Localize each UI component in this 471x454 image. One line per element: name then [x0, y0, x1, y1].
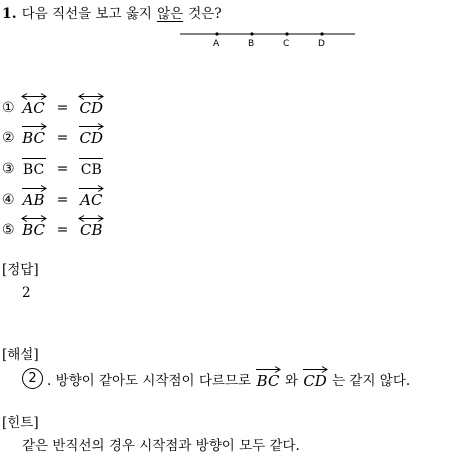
question-header: [2, 2, 222, 22]
option-5[interactable]: [2, 215, 104, 238]
explanation-text-2: 와: [285, 373, 299, 389]
option-4-right: [78, 185, 104, 208]
question-text-before: 다음 직선을 보고 옳지: [21, 6, 152, 22]
option-5-right: [78, 215, 104, 238]
explanation-marker: 2: [22, 368, 43, 389]
option-marker: ④: [2, 192, 15, 208]
option-marker: ③: [2, 161, 15, 177]
point-label-c: C: [283, 39, 290, 49]
option-equals: =: [56, 222, 69, 238]
option-marker: ②: [2, 130, 15, 146]
option-4[interactable]: [2, 185, 104, 208]
option-4-left: [21, 185, 47, 208]
option-equals: =: [56, 100, 69, 116]
explanation-text-3: 는 같지 않다.: [332, 373, 411, 389]
option-1[interactable]: [2, 93, 104, 116]
explanation-ray-2-text: CD: [303, 372, 327, 390]
option-3-right-text: CB: [80, 162, 102, 178]
point-a: [215, 32, 218, 35]
option-equals: =: [56, 161, 69, 177]
point-label-a: A: [213, 39, 220, 49]
option-1-left: [21, 93, 47, 116]
option-2-left: [21, 123, 47, 146]
option-marker: ①: [2, 100, 15, 116]
option-5-right-text: CB: [80, 221, 103, 239]
point-d: [320, 32, 323, 35]
point-label-b: B: [248, 39, 255, 49]
explanation-ray-2: [302, 366, 328, 389]
line-figure: [180, 28, 355, 52]
explanation-line: [22, 366, 410, 389]
option-5-left: [21, 215, 47, 238]
hint-text: 같은 반직선의 경우 시작점과 방향이 모두 같다.: [22, 438, 300, 454]
segment-symbol-icon: [78, 155, 104, 162]
option-2-right-text: CD: [79, 129, 104, 147]
option-2-left-text: BC: [22, 129, 45, 147]
option-equals: =: [56, 130, 69, 146]
option-2[interactable]: [2, 123, 104, 146]
option-2-right: [78, 123, 104, 146]
option-1-left-text: AC: [22, 99, 45, 117]
line-figure-svg: [180, 28, 355, 38]
option-equals: =: [56, 192, 69, 208]
option-3[interactable]: [2, 155, 104, 177]
explanation-ray-1: [255, 366, 281, 389]
option-marker: ⑤: [2, 222, 15, 238]
point-b: [250, 32, 253, 35]
question-underlined: 않은: [157, 6, 184, 22]
segment-symbol-icon: [21, 155, 47, 162]
option-3-left: [21, 155, 47, 177]
option-3-right: [78, 155, 104, 177]
question-text-after: 것은?: [188, 6, 222, 22]
point-label-d: D: [318, 39, 325, 49]
option-4-left-text: AB: [22, 191, 45, 209]
option-5-left-text: BC: [22, 221, 45, 239]
option-1-right-text: CD: [79, 99, 104, 117]
explanation-ray-1-text: BC: [256, 372, 280, 390]
hint-label: [힌트]: [2, 415, 39, 431]
answer-label: [정답]: [2, 262, 39, 278]
option-4-right-text: AC: [80, 191, 103, 209]
explanation-label: [해설]: [2, 347, 39, 363]
option-3-left-text: BC: [22, 162, 45, 178]
point-c: [285, 32, 288, 35]
option-1-right: [78, 93, 104, 116]
question-number: 1.: [2, 6, 17, 22]
explanation-text-1: . 방향이 같아도 시작점이 다르므로: [47, 373, 252, 389]
answer-value: 2: [22, 285, 31, 301]
